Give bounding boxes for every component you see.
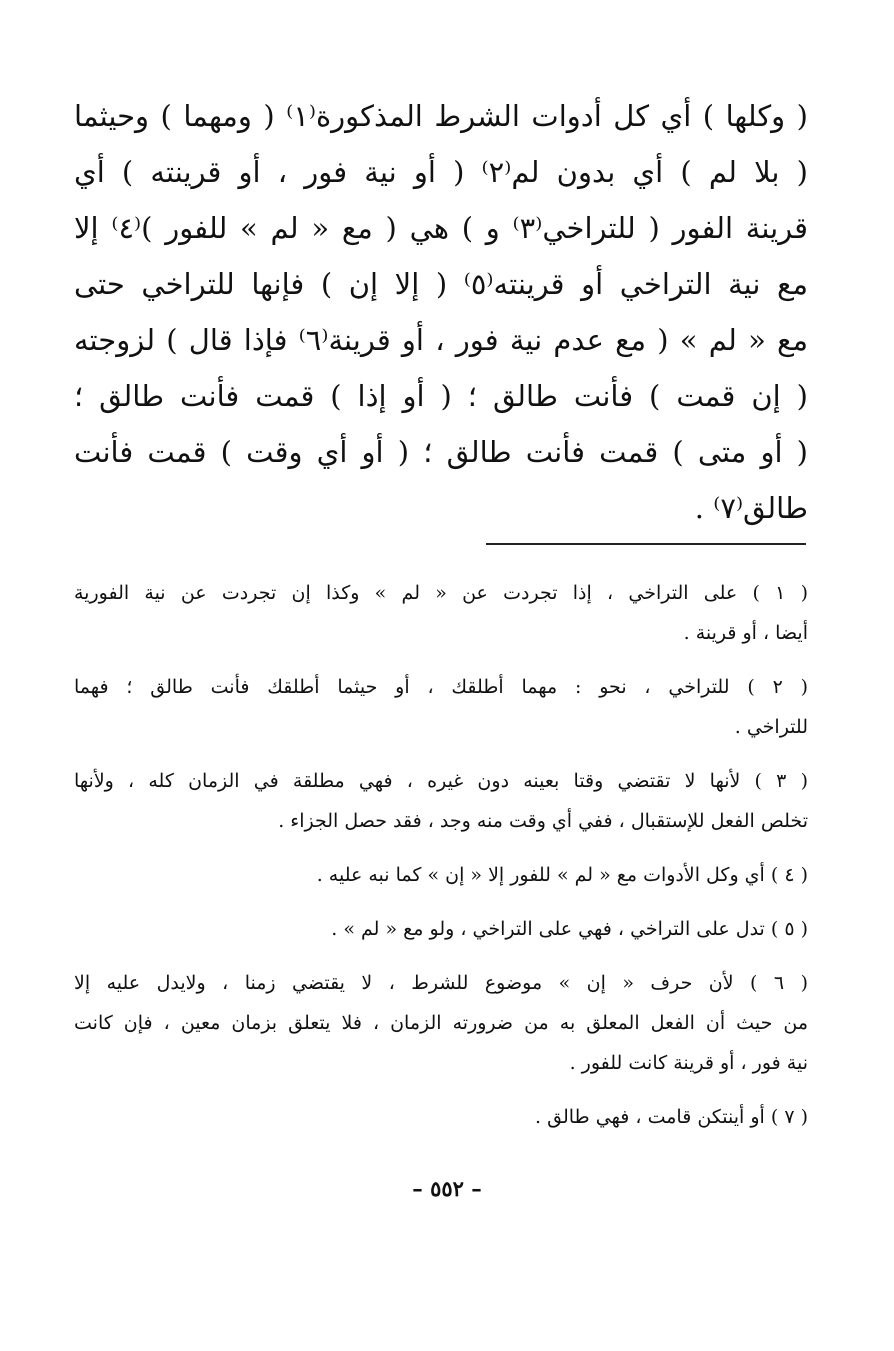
footnote-line: أيضا ، أو قرينة .	[683, 622, 808, 644]
footnote-line: ( ١ ) على التراخي ، إذا تجردت عن « لم » وكذا إن تجردت عن نية الفورية	[74, 582, 808, 604]
footnote-line: ( ٢ ) للتراخي ، نحو : مهما أطلقك ، أو حيثما أطلقك فأنت طالق ؛ فهما	[74, 676, 809, 698]
footnote-line: ( ٤ ) أي وكل الأدوات مع « لم » للفور إلا « إن » كما نبه عليه .	[316, 864, 808, 886]
footnote-2	[74, 667, 808, 747]
footnote-4	[74, 855, 808, 895]
footnote-3	[74, 761, 808, 841]
footnote-1	[74, 573, 808, 653]
page-number: – ٥٥٢ –	[412, 1176, 482, 1201]
main-text-line: مع « لم » ( مع عدم نية فور ، أو قرينة⁽٦⁾ فإذا قال ) لزوجته	[74, 323, 808, 357]
footnote-7	[74, 1097, 808, 1137]
main-text-line: طالق⁽٧⁾ .	[694, 491, 808, 525]
main-text	[74, 88, 808, 536]
footnote-divider	[486, 543, 806, 545]
main-text-line: ( بلا لم ) أي بدون لم⁽٢⁾ ( أو نية فور ، أو قرينته ) أي	[74, 155, 808, 189]
footnote-line: ( ٧ ) أو أينتكن قامت ، فهي طالق .	[535, 1106, 808, 1128]
main-text-line: ( إن قمت ) فأنت طالق ؛ ( أو إذا ) قمت فأنت طالق ؛	[74, 379, 808, 413]
footnote-5	[74, 909, 808, 949]
footnote-line: تخلص الفعل للإستقبال ، ففي أي وقت منه وجد ، فقد حصل الجزاء .	[278, 810, 808, 832]
footnote-line: ( ٦ ) لأن حرف « إن » موضوع للشرط ، لا يقتضي زمنا ، ولايدل عليه إلا	[74, 972, 809, 994]
footnote-line: ( ٣ ) لأنها لا تقتضي وقتا بعينه دون غيره ، فهي مطلقة في الزمان كله ، ولأنها	[74, 770, 809, 792]
footnote-line: نية فور ، أو قرينة كانت للفور .	[569, 1052, 808, 1074]
main-text-line: قرينة الفور ( للتراخي⁽٣⁾ و ) هي ( مع « لم » للفور )⁽٤⁾ إلا	[74, 211, 809, 245]
footnote-line: للتراخي .	[734, 716, 808, 738]
footnotes	[74, 573, 808, 1151]
footnote-line: ( ٥ ) تدل على التراخي ، فهي على التراخي ، ولو مع « لم » .	[331, 918, 808, 940]
main-text-line: ( وكلها ) أي كل أدوات الشرط المذكورة⁽١⁾ ( ومهما ) وحيثما	[74, 99, 808, 133]
footnote-6	[74, 963, 808, 1083]
main-text-line: مع نية التراخي أو قرينته⁽٥⁾ ( إلا إن ) فإنها للتراخي حتى	[74, 267, 808, 301]
main-text-line: ( أو متى ) قمت فأنت طالق ؛ ( أو أي وقت ) قمت فأنت	[74, 435, 808, 469]
footnote-line: من حيث أن الفعل المعلق به من ضرورته الزمان ، فلا يتعلق بزمان معين ، فإن كانت	[74, 1012, 808, 1034]
